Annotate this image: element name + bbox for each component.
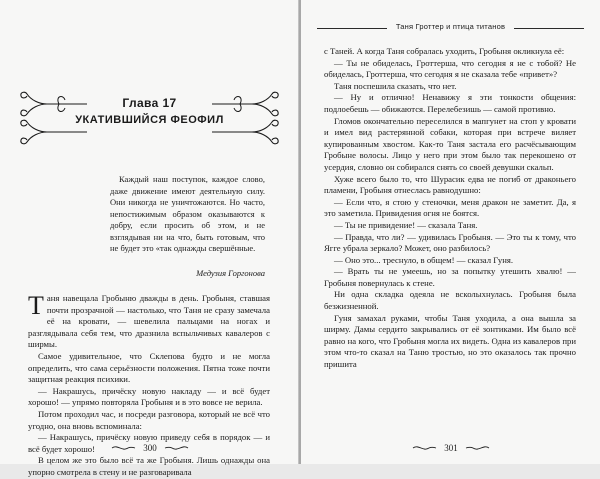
paragraph: Потом проходил час, и посреди разговора, который не всё что угодно, она вновь вспоминала: — [28, 408, 270, 431]
chapter-number: Глава 17 — [122, 96, 177, 110]
right-body-text — [324, 46, 576, 371]
paragraph: Гуня замахал руками, чтобы Таня уходила, а она вышла за ширму. Дамы сердито закрывались от её зонтиками. Им было всё равно на кого, что Гробыня могла их видеть. Одна из кавалеров при этом что-то сказал на Таню тростью, но это оказалось так прочно пришита — [324, 312, 576, 370]
folio-flourish-right-icon — [465, 443, 491, 453]
paragraph: — Оно это... треснуло, в общем! — сказал Гуня. — [334, 254, 514, 265]
paragraph: Гломов окончательно переселился в мапгунет на стоп у кровати и имел вид растерянной собаки, которая при встрече виляет купированным хвостом. Как-то Таня застала его расчёсывающим Гробыне волосы. Лицо у него при этом было так перекошено от усердия, словно он собирался снять со своей девушки скальп. — [324, 115, 576, 172]
left-page — [0, 0, 299, 477]
right-page — [301, 0, 600, 464]
right-ornament-icon — [208, 90, 282, 118]
left-ornament-bottom-icon — [17, 118, 91, 146]
header-rule-right — [514, 28, 584, 29]
folio-flourish-left-icon — [110, 443, 136, 453]
paragraph: В целом же это было всё та же Гробыня. Лишь однажды она упорно смотрела в стену и не разговаривала — [28, 455, 270, 477]
paragraph: Самое удивительное, что Склепова будто и не могла определить, что сама серьёзности положения. Пятна тоже почти защитная реакция психики. — [28, 350, 270, 385]
epigraph-author: Медузия Горгонова — [196, 268, 265, 278]
paragraph: — Накрашусь, причёску новую накладу — и всё будет хорошо! — упрямо повторяла Гробыня и в это вовсе не верила. — [28, 385, 270, 408]
paragraph: — Накрашусь, причёску новую приведу себя в порядок — и всё будет хорошо! — [28, 432, 270, 454]
paragraph: Хуже всего было то, что Шурасик едва не погиб от драконьего пламени, Гробыня отнеслась равнодушно: — [324, 173, 576, 196]
left-page-number: 300 — [143, 443, 157, 453]
paragraph: — Правда, что ли? — удивилась Гробыня. — Это ты к тому, что Ягге убрала зеркало? Может, оно разбилось? — [324, 231, 576, 254]
paragraph: Таня навещала Гробыню дважды в день. Гробыня, ставшая почти прозрачной — настолько, что Таня не сразу замечала её на кровати, — шевелила пальцами на ногах и разглядывала себя тем, что дразнила вспыльчивых кавалеров с ширмы. — [28, 291, 270, 350]
running-head-title: Таня Гроттер и птица титанов — [395, 22, 506, 31]
folio-flourish-left-icon — [411, 443, 437, 453]
paragraph: с Таней. А когда Таня собралась уходить, Гробыня окликнула её: — [324, 46, 565, 56]
paragraph: — Врать ты не умеешь, но за попытку утешить хвалю! — Гробыня повернулась к стене. — [324, 266, 576, 288]
right-folio — [411, 443, 491, 453]
header-rule-left — [317, 28, 387, 29]
right-ornament-bottom-icon — [208, 118, 282, 146]
paragraph: Ни одна складка одеяла не всколыхнулась. Гробыня была безжизненной. — [324, 289, 576, 312]
left-ornament-icon — [17, 90, 91, 118]
paragraph: — Ну и отлично! Ненавижу я эти тонкости общения: подлоебешь — обижаются. Перелебезишь — самой противно. — [324, 92, 576, 114]
folio-flourish-right-icon — [164, 443, 190, 453]
running-head — [301, 18, 600, 40]
epigraph-text: Каждый наш поступок, каждое слово, даже движение имеют деятельную силу. Они никогда не уничтожаются. Но часто, непостижимым образом оказываются к добру, если просить об этом, и не взглядывая ни на что, быть готовым, что не будет это «так однажды свершённые. — [110, 174, 265, 253]
paragraph: — Ты не обиделась, Гроттерша, что сегодня я не с тобой? Не обиделась, Гроттерша, что сегодня я не сказала тебе «привет»? — [324, 57, 576, 80]
chapter-title: УКАТИВШИЙСЯ ФЕОФИЛ — [75, 114, 224, 126]
paragraph: — Если что, я стою у стеночки, меня дракон не заметит. Да, я это заметила. Привидения огня не боятся. — [324, 196, 576, 219]
drop-cap: Т — [28, 291, 44, 320]
right-page-number: 301 — [444, 443, 458, 453]
paragraph: — Ты не привидение! — сказала Таня. — [334, 219, 478, 230]
chapter-heading — [0, 96, 299, 126]
epigraph — [110, 174, 265, 255]
left-folio — [110, 443, 190, 453]
paragraph: Таня поспешила сказать, что нет. — [334, 80, 457, 91]
